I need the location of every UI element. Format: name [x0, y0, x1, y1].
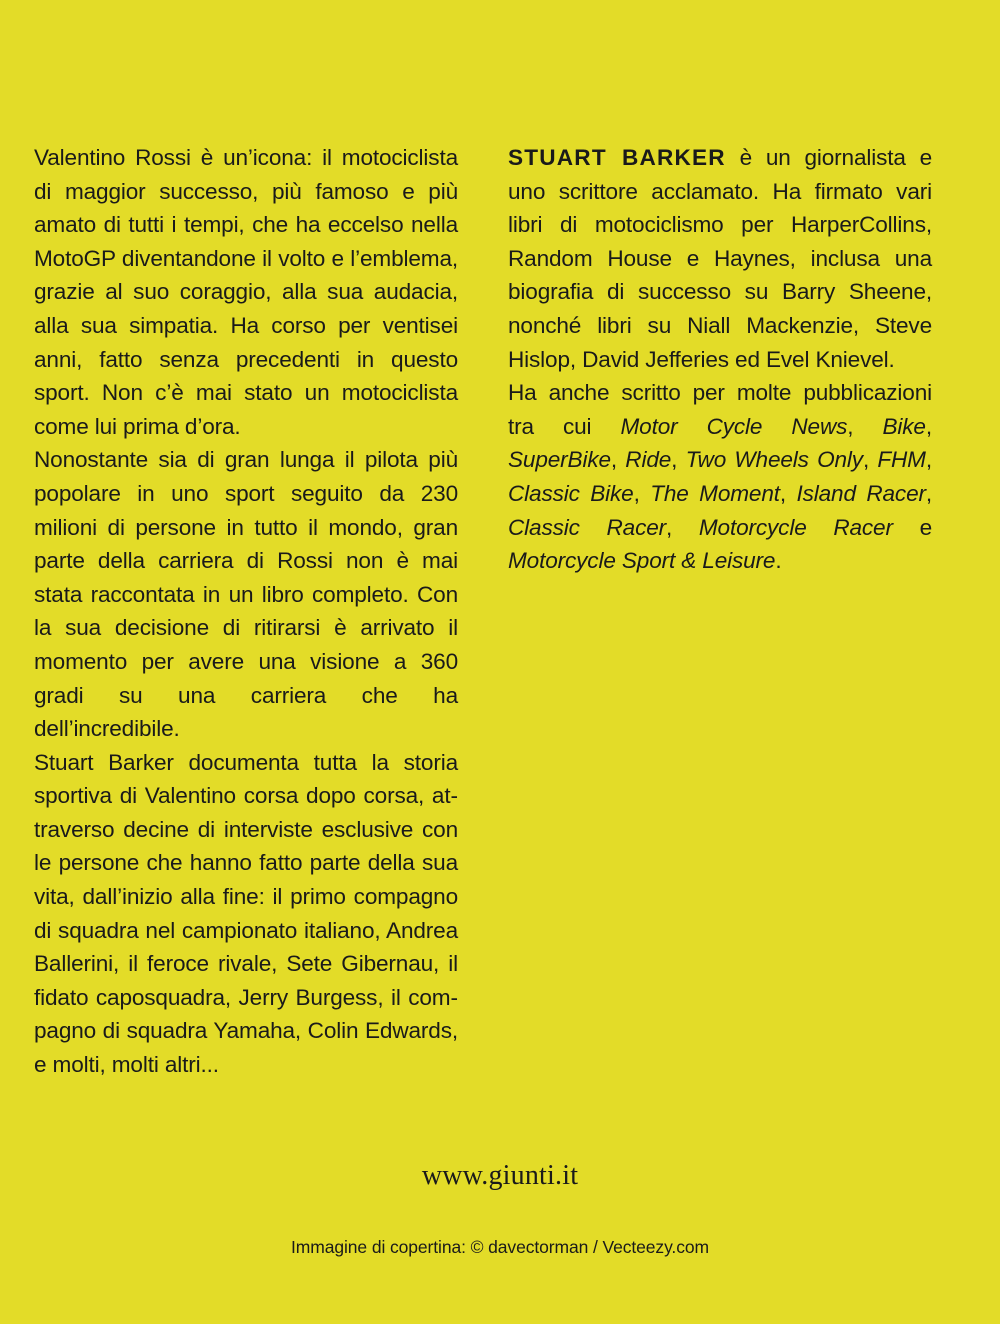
author-bio-text: è un giornalista e uno scrittore acclamato. Ha firmato vari libri di motociclismo per HarperCollins, Random House e Haynes, inclusa una biografia di successo su Barry Sheene, nonché libri su Niall Mackenzie, Steve Hislop, David Jefferies ed Evel Knievel.	[508, 145, 932, 372]
cover-image-credit: Immagine di copertina: © davectorman / Vecteezy.com	[291, 1237, 709, 1257]
publication-title: FHM	[877, 447, 926, 473]
publisher-website[interactable]: www.giunti.it	[421, 1160, 579, 1191]
publications-paragraph	[508, 376, 932, 578]
publications-intro: Ha anche scritto per molte pubblicazioni tra cui	[508, 380, 932, 439]
publication-title: Classic Racer	[508, 514, 667, 540]
right-column	[508, 141, 932, 1082]
publication-title: Ride	[625, 447, 672, 473]
publication-title: Motorcycle Racer	[698, 514, 893, 540]
blurb-paragraph-1: Valentino Rossi è un’icona: il motociclista di maggior successo, più famoso e più amato di tutti i tempi, che ha eccelso nella MotoGP diventandone il volto e l’emblema, grazie al suo coraggio, alla sua audacia, alla sua simpatia. Ha corso per ventisei anni, fatto senza precedenti in questo sport. Non c’è mai stato un motociclista come lui prima d’ora.	[34, 145, 458, 439]
blurb-paragraph-3: Stuart Barker documenta tutta la storia sportiva di Valentino corsa dopo corsa, attraverso decine di interviste esclusive con le persone che hanno fatto parte della sua vita, dall’inizio alla fine: il primo compagno di squadra nel campionato italiano, Andrea Ballerini, il feroce rivale, Sete Gibernau, il fidato caposquadra, Jerry Burgess, il compagno di squadra Yamaha, Colin Edwards, e molti, molti altri...	[34, 749, 458, 1078]
publication-title: Bike	[882, 413, 926, 439]
author-bio-paragraph	[508, 141, 932, 376]
publication-title: Classic Bike	[508, 480, 634, 506]
publications-list: Motor Cycle News, Bike, SuperBike, Ride, Two Wheels Only, FHM, Classic Bike, The Moment, Island Racer, Classic Racer, Motorcycle Racer e Motorcycle Sport & Leisure.	[508, 413, 933, 574]
text-columns	[34, 141, 966, 1082]
publication-title: Motorcycle Sport & Leisure	[508, 548, 776, 574]
blurb-paragraph-2: Nonostante sia di gran lunga il pilota più popolare in uno sport seguito da 230 milioni di persone in tutto il mondo, gran parte della carriera di Rossi non è mai stata raccontata in un libro completo. Con la sua decisione di ritirarsi è arrivato il momento per avere una visione a 360 gradi su una carriera che ha dell’incredibile.	[34, 447, 458, 742]
left-column	[34, 141, 458, 1082]
publication-title: SuperBike	[508, 447, 611, 473]
author-name: STUART BARKER	[508, 145, 726, 170]
publication-title: Island Racer	[796, 480, 926, 506]
publication-title: Two Wheels Only	[685, 447, 863, 473]
publication-title: The Moment	[650, 480, 780, 506]
publication-title: Motor Cycle News	[620, 413, 848, 439]
